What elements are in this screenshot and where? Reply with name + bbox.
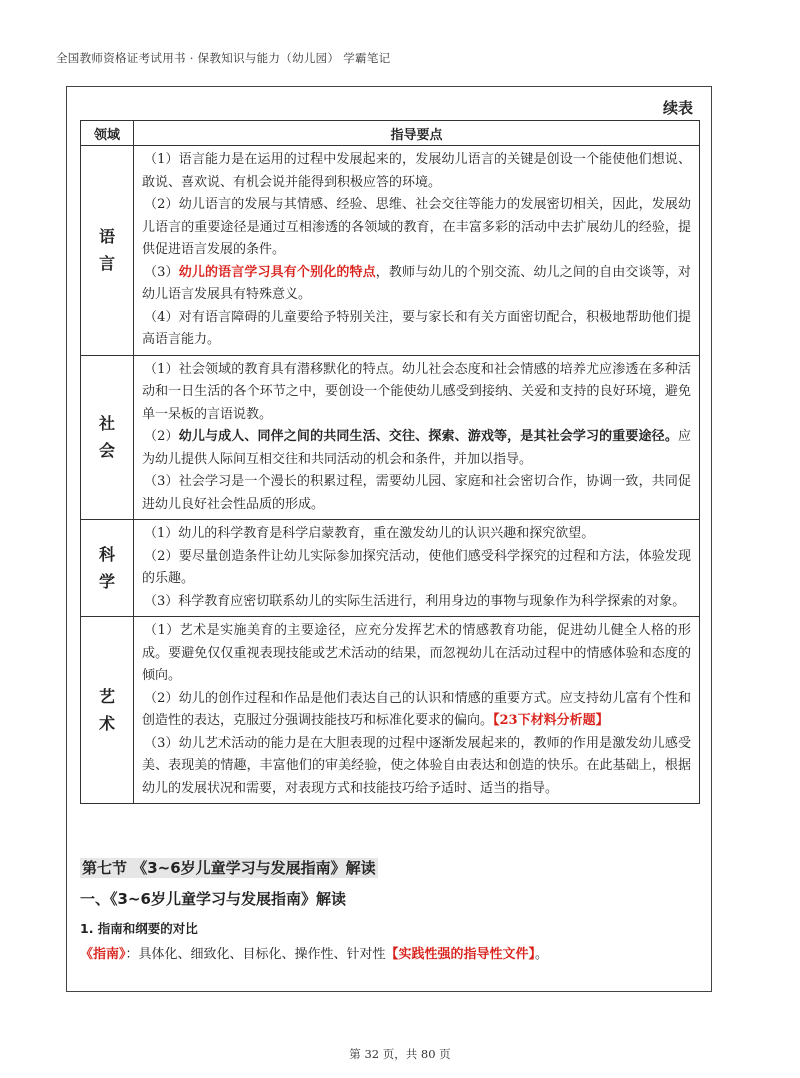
guidance-cell: [134, 146, 700, 356]
page-header: 全国教师资格证考试用书 · 保教知识与能力（幼儿园） 学霸笔记: [56, 51, 391, 65]
guidance-item: （3）社会学习是一个漫长的积累过程，需要幼儿园、家庭和社会密切合作，协调一致，共同促进幼儿良好社会性品质的形成。: [142, 474, 691, 512]
section-title: 第七节 《3~6岁儿童学习与发展指南》解读: [82, 859, 376, 877]
table-header-row: [81, 121, 700, 146]
guidance-cell: [134, 520, 700, 617]
guidance-item: （1）语言能力是在运用的过程中发展起来的，发展幼儿语言的关键是创设一个能使他们想说、敢说、喜欢说、有机会说并能得到积极应答的环境。: [142, 152, 691, 190]
continued-label: 续表: [662, 99, 693, 117]
domain-cell: [81, 617, 134, 804]
guide-tag: 【实践性强的指导性文件】: [385, 947, 536, 962]
guidance-item: （3）科学教育应密切联系幼儿的实际生活进行，利用身边的事物与现象作为科学探索的对象。: [144, 593, 686, 609]
domain-cell: [81, 520, 134, 617]
guidance-item: （2）幼儿的创作过程和作品是他们表达自己的认识和情感的重要方式。应支持幼儿富有个性和创造性的表达，克服过分强调技能技巧和标准化要求的偏向。【23下材料分析题】: [142, 690, 691, 728]
domain-label: 艺 术: [98, 687, 115, 733]
guide-label: 《指南》: [80, 947, 126, 962]
guidance-cell: [134, 617, 700, 804]
guidance-item: （3）幼儿的语言学习具有个别化的特点，教师与幼儿的个别交流、幼儿之间的自由交谈等，对幼儿语言发展具有特殊意义。: [142, 264, 691, 302]
guidance-table: [80, 120, 700, 804]
header-domain: 领域: [81, 121, 134, 146]
guide-comparison-paragraph: 《指南》：具体化、细致化、目标化、操作性、针对性【实践性强的指导性文件】。: [80, 947, 549, 962]
table-row: [81, 520, 700, 617]
key-point-highlight: 幼儿的语言学习具有个别化的特点: [178, 264, 376, 280]
domain-label: 社 会: [98, 414, 115, 461]
table-row: [81, 617, 700, 804]
guidance-item: （1）艺术是实施美育的主要途径，应充分发挥艺术的情感教育功能，促进幼儿健全人格的形成。要避免仅仅重视表现技能或艺术活动的结果，而忽视幼儿在活动过程中的情感体验和态度的倾向。: [142, 623, 691, 683]
table-row: [81, 146, 700, 356]
guidance-item: （2）幼儿语言的发展与其情感、经验、思维、社会交往等能力的发展密切相关，因此，发展幼儿语言的重要途径是通过互相渗透的各领域的教育，在丰富多彩的活动中去扩展幼儿的经验，提供促进语言发展的条件。: [142, 197, 691, 257]
guidance-item: （4）对有语言障碍的儿童要给予特别关注，要与家长和有关方面密切配合，积极地帮助他们提高语言能力。: [142, 309, 691, 347]
guidance-item: （1）社会领域的教育具有潜移默化的特点。幼儿社会态度和社会情感的培养尤应渗透在多种活动和一日生活的各个环节之中，要创设一个能使幼儿感受到接纳、关爱和支持的良好环境，避免单一呆板的言语说教。: [142, 361, 691, 422]
guidance-cell: [134, 355, 700, 520]
guidance-item: （2）幼儿与成人、同伴之间的共同生活、交往、探索、游戏等，是其社会学习的重要途径。应为幼儿提供人际间互相交往和共同活动的机会和条件，并加以指导。: [142, 429, 691, 467]
domain-cell: [81, 355, 134, 520]
content-frame: [66, 86, 712, 992]
domain-cell: [81, 146, 134, 356]
guidance-item: （1）幼儿的科学教育是科学启蒙教育，重在激发幼儿的认识兴趣和探究欲望。: [144, 526, 595, 541]
item-title: 1. 指南和纲要的对比: [80, 921, 198, 936]
exam-tag: 【23下材料分析题】: [493, 713, 609, 728]
key-point-bold: 幼儿与成人、同伴之间的共同生活、交往、探索、游戏等，是其社会学习的重要途径。: [178, 429, 678, 444]
page-footer: 第 32 页，共 80 页: [349, 1047, 451, 1061]
table-row: [81, 355, 700, 520]
guidance-item: （2）要尽量创造条件让幼儿实际参加探究活动，使他们感受科学探究的过程和方法，体验发现的乐趣。: [142, 548, 691, 586]
guidance-item: （3）幼儿艺术活动的能力是在大胆表现的过程中逐渐发展起来的，教师的作用是激发幼儿感受美、表现美的情趣，丰富他们的审美经验，使之体验自由表达和创造的快乐。在此基础上，根据幼儿的发展状况和需要，对表现方式和技能技巧给予适时、适当的指导。: [142, 735, 691, 796]
subsection-title: 一、《3~6岁儿童学习与发展指南》解读: [80, 890, 346, 908]
domain-label: 语 言: [98, 227, 115, 274]
domain-label: 科 学: [98, 545, 115, 591]
header-guidance: 指导要点: [134, 121, 700, 146]
